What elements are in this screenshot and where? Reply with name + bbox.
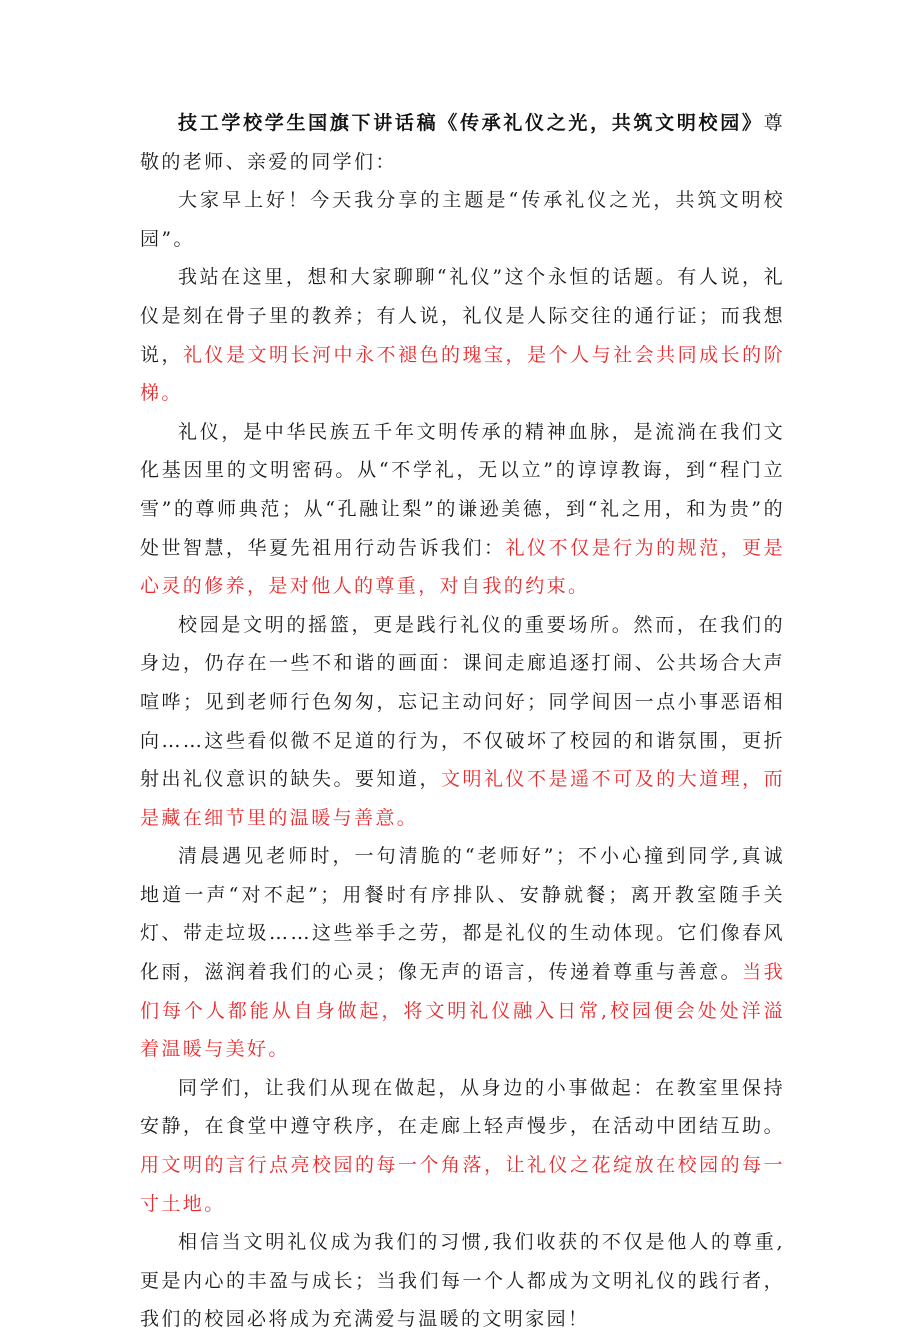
- paragraph-heritage: [140, 413, 785, 606]
- paragraph-examples: [140, 837, 785, 1069]
- paragraph-text: 同学们，让我们从现在做起，从身边的小事做起：在教室里保持安静，在食堂中遵守秩序，在走廊上轻声慢步，在活动中团结互助。: [140, 1076, 785, 1138]
- paragraph-campus: [140, 606, 785, 838]
- paragraph-text: 相信当文明礼仪成为我们的习惯,我们收获的不仅是他人的尊重,更是内心的丰盈与成长；当我们每一个人都成为文明礼仪的践行者，我们的校园必将成为充满爱与温暖的文明家园！: [140, 1231, 785, 1331]
- paragraph-text: 清晨遇见老师时，一句清脆的“老师好”；不小心撞到同学,真诚地道一声“对不起”；用餐时有序排队、安静就餐；离开教室随手关灯、带走垃圾……这些举手之劳，都是礼仪的生动体现。它们像春风化雨，滋润着我们的心灵；像无声的语言，传递着尊重与善意。: [140, 845, 785, 984]
- document-heading: [140, 104, 785, 181]
- highlighted-text: 文明礼仪不是遥不可及的大道理，而是藏在细节里的温暖与善意。: [140, 768, 785, 829]
- highlighted-text: 礼仪是文明长河中永不褪色的瑰宝，是个人与社会共同成长的阶梯。: [140, 343, 785, 405]
- highlighted-text: 用文明的言行点亮校园的每一个角落，让礼仪之花绽放在校园的每一寸土地。: [140, 1154, 785, 1215]
- paragraph-text: 校园是文明的摇篮，更是践行礼仪的重要场所。然而，在我们的身边，仍存在一些不和谐的画面：课间走廊追逐打闹、公共场合大声喧哗；见到老师行色匆匆，忘记主动问好；同学间因一点小事恶语相向……这些看似微不足道的行为，不仅破坏了校园的和谐氛围，更折射出礼仪意识的缺失。要知道，: [140, 613, 785, 791]
- paragraph-closing: [140, 1223, 785, 1339]
- highlighted-text: 礼仪不仅是行为的规范，更是心灵的修养，是对他人的尊重，对自我的约束。: [140, 536, 785, 598]
- document-title: 技工学校学生国旗下讲话稿《传承礼仪之光，共筑文明校园》: [178, 112, 764, 134]
- speech-document: [140, 104, 785, 1339]
- paragraph-text: 大家早上好！今天我分享的主题是“传承礼仪之光，共筑文明校园”。: [140, 189, 785, 250]
- paragraph-text: 礼仪，是中华民族五千年文明传承的精神血脉，是流淌在我们文化基因里的文明密码。从“不学礼，无以立”的谆谆教诲，到“程门立雪”的尊师典范；从“孔融让梨”的谦逊美德，到“礼之用，和为贵”的处世智慧，华夏先祖用行动告诉我们：: [140, 420, 785, 559]
- paragraph-text: 我站在这里，想和大家聊聊“礼仪”这个永恒的话题。有人说，礼仪是刻在骨子里的教养；有人说，礼仪是人际交往的通行证；而我想说，: [140, 266, 785, 366]
- paragraph-call-to-action: [140, 1069, 785, 1223]
- highlighted-text: 当我们每个人都能从自身做起，将文明礼仪融入日常,校园便会处处洋溢着温暖与美好。: [140, 961, 785, 1061]
- salutation-line: 尊敬的老师、亲爱的同学们：: [140, 112, 785, 173]
- paragraph-greeting: [140, 181, 785, 258]
- paragraph-topic: [140, 258, 785, 412]
